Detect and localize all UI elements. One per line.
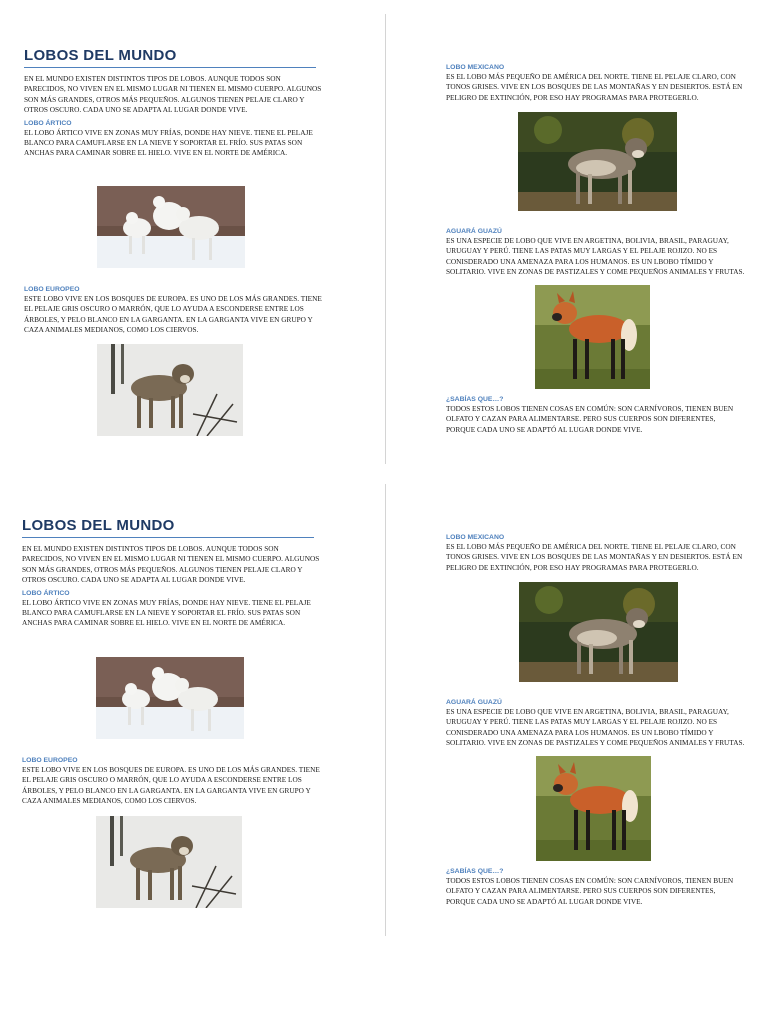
mexican-wolf-photo: [518, 112, 677, 211]
page-title: LOBOS DEL MUNDO: [24, 47, 316, 68]
european-wolf-photo-copy: [96, 816, 242, 908]
didyouknow-heading: ¿SABÍAS QUE…?: [446, 396, 504, 403]
right-column-top: [446, 64, 746, 103]
page-title-copy: LOBOS DEL MUNDO: [22, 517, 314, 538]
maned-text: ES UNA ESPECIE DE LOBO QUE VIVE EN ARGETINA, BOLIVIA, BRASIL, PARAGUAY, URUGUAY Y PERÚ. TIENE LAS PATAS MUY LARGAS Y EL PELAJE ROJIZO. NO ES CONISDERADO UNA AMENAZA PARA LOS HUMANOS. ES UN LBOBO TÍMIDO Y SOLITARIO. VIVE EN ZONAS DE PASTIZALES Y COME PEQUEÑOS ANIMALES Y FRUTAS.: [446, 236, 745, 277]
european-block-top: [24, 286, 324, 336]
intro-text-copy: EN EL MUNDO EXISTEN DISTINTOS TIPOS DE LOBOS. AUNQUE TODOS SON PARECIDOS, NO VIVEN EN EL MISMO LUGAR NI TIENEN EL MISMO CUERPO. ALGUNOS SON MÁS GRANDES, OTROS MÁS PEQUEÑOS. ALGUNOS TIENEN PELAJE CLARO Y OTROS OSCURO. CADA UNO SE ADAPTA AL LUGAR DONDE VIVE.: [22, 544, 320, 585]
mexican-wolf-photo-copy: [519, 582, 678, 682]
maned-text-copy: ES UNA ESPECIE DE LOBO QUE VIVE EN ARGETINA, BOLIVIA, BRASIL, PARAGUAY, URUGUAY Y PERÚ. TIENE LAS PATAS MUY LARGAS Y EL PELAJE ROJIZO. NO ES CONISDERADO UNA AMENAZA PARA LOS HUMANOS. ES UN LBOBO TÍMIDO Y SOLITARIO. VIVE EN ZONAS DE PASTIZALES Y COME PEQUEÑOS ANIMALES Y FRUTAS.: [446, 707, 745, 748]
arctic-heading: LOBO ÁRTICO: [24, 119, 72, 127]
didyouknow-text: TODOS ESTOS LOBOS TIENEN COSAS EN COMÚN: SON CARNÍVOROS, TIENEN BUEN OLFATO Y CAZAN PARA ALIMENTARSE. PERO SUS CUERPOS SON DIFERENTES, PORQUE CADA UNO SE ADAPTÓ AL LUGAR DONDE VIVE.: [446, 404, 734, 434]
maned-wolf-photo-copy: [536, 756, 651, 861]
arctic-text-copy: EL LOBO ÁRTICO VIVE EN ZONAS MUY FRÍAS, DONDE HAY NIEVE. TIENE EL PELAJE BLANCO PARA CAMUFLARSE EN LA NIEVE Y SOPORTAR EL FRÍO. SUS PATAS SON ANCHAS PARA CAMINAR SOBRE EL HIELO. VIVE EN EL NORTE DE AMÉRICA.: [22, 597, 311, 628]
didyouknow-heading-copy: ¿SABÍAS QUE…?: [446, 868, 504, 875]
european-text: ESTE LOBO VIVE EN LOS BOSQUES DE EUROPA. ES UNO DE LOS MÁS GRANDES. TIENE EL PELAJE GRIS OSCURO O MARRÓN, QUE LO AYUDA A ESCONDERSE ENTRE LOS ÁRBOLES, Y PELO BLANCO EN LA GARGANTA. EN LA GARGANTA VIVE EN GRUPO Y CAZA ANIMALES MEDIANOS, COMO LOS CIERVOS.: [24, 294, 322, 335]
arctic-wolf-photo-copy: [96, 657, 244, 739]
intro-text: EN EL MUNDO EXISTEN DISTINTOS TIPOS DE LOBOS. AUNQUE TODOS SON PARECIDOS, NO VIVEN EN EL MISMO LUGAR NI TIENEN EL MISMO CUERPO. ALGUNOS SON MÁS GRANDES, OTROS MÁS PEQUEÑOS. ALGUNOS TIENEN PELAJE CLARO Y OTROS OSCURO. CADA UNO SE ADAPTA AL LUGAR DONDE VIVE.: [24, 74, 322, 115]
page-divider-top: [385, 14, 386, 464]
mexican-text: ES EL LOBO MÁS PEQUEÑO DE AMÉRICA DEL NORTE. TIENE EL PELAJE CLARO, CON TONOS GRISES. VIVE EN LOS BOSQUES DE LAS MONTAÑAS Y EN DESIERTOS. ESTÁ EN PELIGRO DE EXTINCIÓN, POR ESO HAY PROGRAMAS PARA PROTEGERLO.: [446, 72, 743, 102]
mexican-heading-copy: LOBO MEXICANO: [446, 534, 505, 541]
left-column-top: [24, 47, 324, 159]
maned-block-bottom: [446, 699, 746, 749]
european-heading: LOBO EUROPEO: [24, 286, 80, 293]
arctic-text: EL LOBO ÁRTICO VIVE EN ZONAS MUY FRÍAS, DONDE HAY NIEVE. TIENE EL PELAJE BLANCO PARA CAMUFLARSE EN LA NIEVE Y SOPORTAR EL FRÍO. SUS PATAS SON ANCHAS PARA CAMINAR SOBRE EL HIELO. VIVE EN EL NORTE DE AMÉRICA.: [24, 127, 313, 158]
page-divider-bottom: [385, 484, 386, 936]
maned-block-top: [446, 228, 746, 278]
right-column-bottom: [446, 534, 746, 573]
didyouknow-block-top: [446, 396, 746, 435]
european-text-copy: ESTE LOBO VIVE EN LOS BOSQUES DE EUROPA. ES UNO DE LOS MÁS GRANDES. TIENE EL PELAJE GRIS OSCURO O MARRÓN, QUE LO AYUDA A ESCONDERSE ENTRE LOS ÁRBOLES, Y PELO BLANCO EN LA GARGANTA. EN LA GARGANTA VIVE EN GRUPO Y CAZA ANIMALES MEDIANOS, COMO LOS CIERVOS.: [22, 765, 320, 806]
didyouknow-text-copy: TODOS ESTOS LOBOS TIENEN COSAS EN COMÚN: SON CARNÍVOROS, TIENEN BUEN OLFATO Y CAZAN PARA ALIMENTARSE. PERO SUS CUERPOS SON DIFERENTES, PORQUE CADA UNO SE ADAPTÓ AL LUGAR DONDE VIVE.: [446, 876, 734, 906]
european-heading-copy: LOBO EUROPEO: [22, 757, 78, 764]
arctic-heading-copy: LOBO ÁRTICO: [22, 589, 70, 597]
left-column-bottom: [22, 517, 322, 629]
maned-wolf-photo: [535, 285, 650, 389]
maned-heading: AGUARÁ GUAZÚ: [446, 228, 502, 235]
mexican-heading: LOBO MEXICANO: [446, 64, 505, 71]
didyouknow-block-bottom: [446, 868, 746, 907]
mexican-text-copy: ES EL LOBO MÁS PEQUEÑO DE AMÉRICA DEL NORTE. TIENE EL PELAJE CLARO, CON TONOS GRISES. VIVE EN LOS BOSQUES DE LAS MONTAÑAS Y EN DESIERTOS. ESTÁ EN PELIGRO DE EXTINCIÓN, POR ESO HAY PROGRAMAS PARA PROTEGERLO.: [446, 542, 743, 572]
arctic-wolf-photo: [97, 186, 245, 268]
european-wolf-photo: [97, 344, 243, 436]
maned-heading-copy: AGUARÁ GUAZÚ: [446, 699, 502, 706]
european-block-bottom: [22, 757, 322, 807]
